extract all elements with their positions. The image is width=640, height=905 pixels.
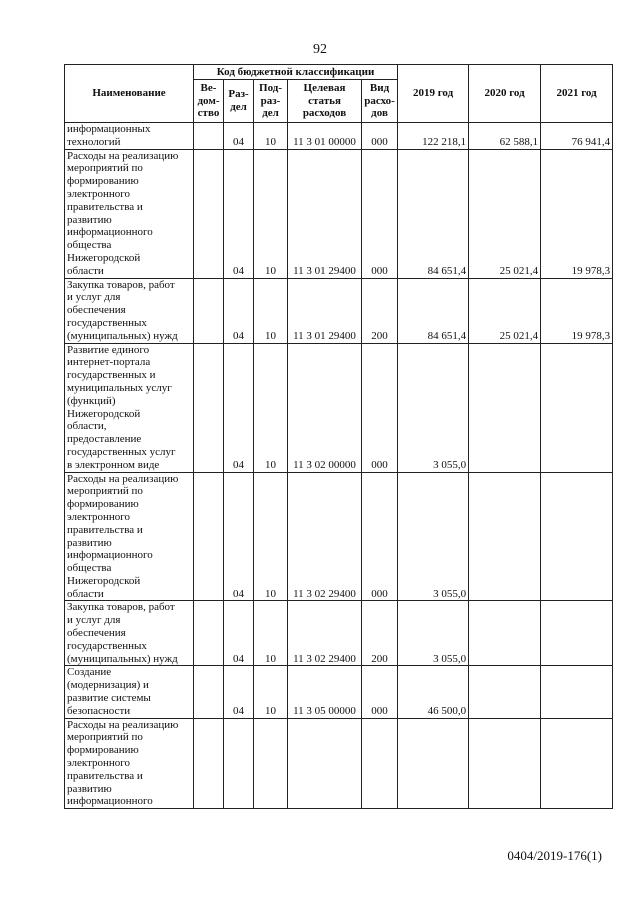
- cell-razdel: 04: [224, 666, 254, 718]
- cell-y2019: 122 218,1: [398, 123, 469, 150]
- table-row: [65, 601, 613, 666]
- cell-vid: 000: [362, 343, 398, 472]
- table-row: [65, 718, 613, 809]
- header-2019: 2019 год: [398, 65, 469, 123]
- header-vedomstvo: Ве- дом- ство: [194, 80, 224, 123]
- cell-y2020: [469, 343, 541, 472]
- cell-name: информационных технологий: [65, 123, 194, 150]
- budget-table: [64, 64, 613, 809]
- cell-vid: [362, 718, 398, 809]
- header-2021: 2021 год: [541, 65, 613, 123]
- cell-razdel: 04: [224, 278, 254, 343]
- header-2020: 2020 год: [469, 65, 541, 123]
- cell-razdel: [224, 718, 254, 809]
- cell-y2020: [469, 601, 541, 666]
- cell-y2019: 84 651,4: [398, 278, 469, 343]
- cell-name: Закупка товаров, работ и услуг для обеспечения государственных (муниципальных) нужд: [65, 278, 194, 343]
- cell-celevaya: 11 3 01 29400: [288, 149, 362, 278]
- cell-celevaya: 11 3 02 00000: [288, 343, 362, 472]
- cell-razdel: 04: [224, 343, 254, 472]
- cell-vid: 000: [362, 123, 398, 150]
- cell-ved: [194, 149, 224, 278]
- header-budget-code-group: Код бюджетной классификации: [194, 65, 398, 80]
- table-row: [65, 123, 613, 150]
- cell-y2020: 25 021,4: [469, 278, 541, 343]
- cell-y2020: 62 588,1: [469, 123, 541, 150]
- cell-y2020: 25 021,4: [469, 149, 541, 278]
- header-celevaya-statya: Целевая статья расходов: [288, 80, 362, 123]
- cell-podrazdel: 10: [254, 601, 288, 666]
- cell-y2021: 76 941,4: [541, 123, 613, 150]
- cell-vid: 200: [362, 601, 398, 666]
- cell-y2019: 3 055,0: [398, 601, 469, 666]
- cell-celevaya: 11 3 05 00000: [288, 666, 362, 718]
- cell-vid: 000: [362, 149, 398, 278]
- cell-podrazdel: 10: [254, 472, 288, 601]
- cell-podrazdel: 10: [254, 278, 288, 343]
- cell-ved: [194, 343, 224, 472]
- cell-celevaya: 11 3 01 00000: [288, 123, 362, 150]
- cell-y2021: [541, 601, 613, 666]
- cell-razdel: 04: [224, 601, 254, 666]
- cell-name: Расходы на реализацию мероприятий по формированию электронного правительства и развитию информационного общества Нижегородской области: [65, 149, 194, 278]
- table-row: [65, 149, 613, 278]
- cell-name: Расходы на реализацию мероприятий по формированию электронного правительства и развитию информационного: [65, 718, 194, 809]
- page-number: 92: [313, 42, 327, 57]
- cell-ved: [194, 123, 224, 150]
- cell-vid: 000: [362, 472, 398, 601]
- cell-razdel: 04: [224, 149, 254, 278]
- cell-podrazdel: 10: [254, 666, 288, 718]
- cell-ved: [194, 278, 224, 343]
- table-row: [65, 343, 613, 472]
- cell-y2019: 3 055,0: [398, 343, 469, 472]
- cell-podrazdel: 10: [254, 123, 288, 150]
- cell-vid: 200: [362, 278, 398, 343]
- cell-name: Расходы на реализацию мероприятий по формированию электронного правительства и развитию информационного общества Нижегородской области: [65, 472, 194, 601]
- cell-celevaya: [288, 718, 362, 809]
- cell-y2020: [469, 718, 541, 809]
- cell-y2019: 3 055,0: [398, 472, 469, 601]
- cell-y2021: [541, 666, 613, 718]
- cell-y2021: [541, 472, 613, 601]
- cell-celevaya: 11 3 02 29400: [288, 472, 362, 601]
- header-razdel: Раз- дел: [224, 80, 254, 123]
- document-code: 0404/2019-176(1): [507, 848, 602, 863]
- cell-name: Создание (модернизация) и развитие системы безопасности: [65, 666, 194, 718]
- cell-y2019: 84 651,4: [398, 149, 469, 278]
- cell-y2021: [541, 343, 613, 472]
- cell-celevaya: 11 3 02 29400: [288, 601, 362, 666]
- cell-name: Развитие единого интернет-портала государственных и муниципальных услуг (функций) Нижегородской области, предоставление государственных услуг в электронном виде: [65, 343, 194, 472]
- cell-ved: [194, 718, 224, 809]
- cell-y2020: [469, 666, 541, 718]
- header-vid-rashodov: Вид расхо- дов: [362, 80, 398, 123]
- cell-y2021: 19 978,3: [541, 149, 613, 278]
- table-row: [65, 472, 613, 601]
- cell-celevaya: 11 3 01 29400: [288, 278, 362, 343]
- table-row: [65, 666, 613, 718]
- cell-name: Закупка товаров, работ и услуг для обеспечения государственных (муниципальных) нужд: [65, 601, 194, 666]
- cell-podrazdel: [254, 718, 288, 809]
- table-row: [65, 278, 613, 343]
- header-podrazdel: Под- раз- дел: [254, 80, 288, 123]
- cell-razdel: 04: [224, 123, 254, 150]
- cell-y2020: [469, 472, 541, 601]
- header-name: Наименование: [65, 65, 194, 123]
- cell-ved: [194, 601, 224, 666]
- cell-ved: [194, 472, 224, 601]
- cell-y2019: 46 500,0: [398, 666, 469, 718]
- cell-vid: 000: [362, 666, 398, 718]
- cell-y2021: 19 978,3: [541, 278, 613, 343]
- cell-y2019: [398, 718, 469, 809]
- cell-razdel: 04: [224, 472, 254, 601]
- cell-y2021: [541, 718, 613, 809]
- cell-ved: [194, 666, 224, 718]
- cell-podrazdel: 10: [254, 343, 288, 472]
- cell-podrazdel: 10: [254, 149, 288, 278]
